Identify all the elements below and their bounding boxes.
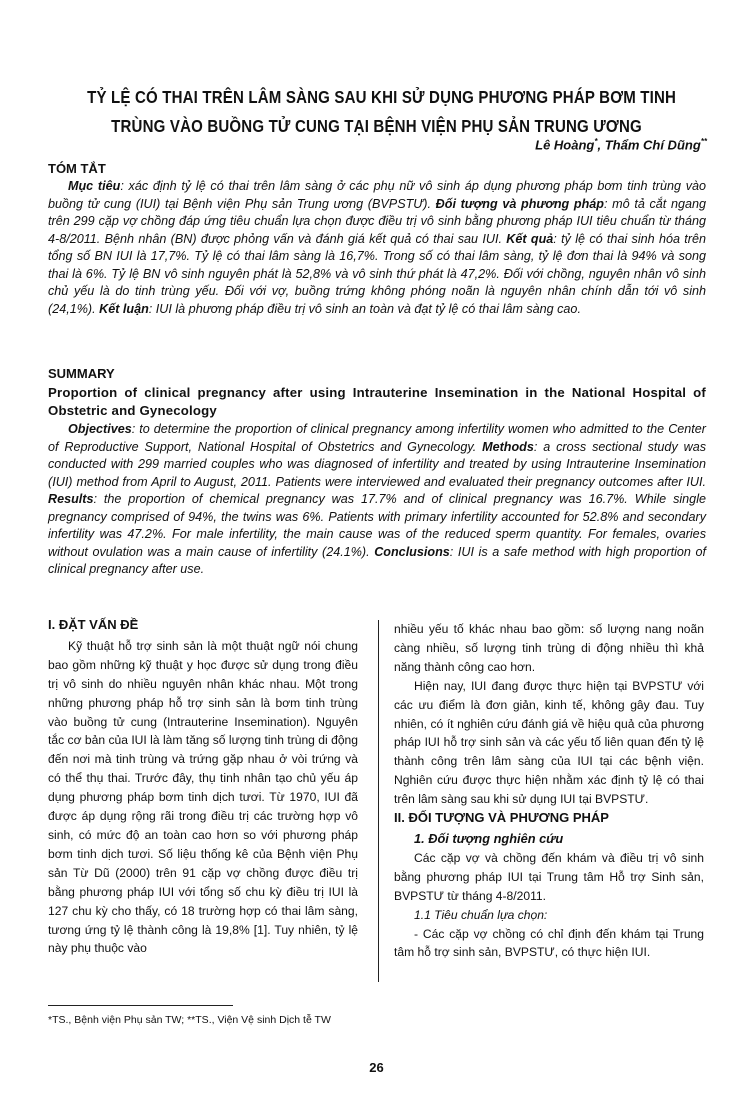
author-2-mark: ** [700,137,707,146]
title-line-2: TRÙNG VÀO BUỒNG TỬ CUNG TẠI BỆNH VIỆN PHỤ SẢN TRUNG ƯƠNG [111,116,642,136]
vn-objective-label: Mục tiêu [68,179,121,193]
vn-objective-text: : xác định tỷ lệ có thai trên lâm sàng ở các phụ nữ vô sinh áp dụng phương pháp bơm tinh trùng vào buồng tử cung (IUI) tại Bệnh viện Phụ sản Trung ương (BVPSTƯ). [48,179,707,211]
en-conclusion-text: : IUI is a safe method with high proportion of clinical pregnancy after use. [48,544,706,576]
en-results-text: : the proportion of chemical pregnancy was 17.7% and of clinical pregnancy was 16.7%. While single pregnancy comprised of 94%, the twins was 6%. Patients with primary infertility accounted for 52.8% and secondary infertility was 47.2%. For male infertility, the main cause was of the reduced sperm quantity. For females, ovaries without ovulation was a main cause of infertility (24.1%). [48,492,706,559]
en-objective-text: : to determine the proportion of clinical pregnancy among infertility women who admitted to the Center of Reproductive Support, National Hospital of Obstetrics and Gynecology. [48,422,706,454]
article-title [87,83,677,141]
author-1: Lê Hoàng [535,137,595,153]
author-separator: , [597,137,605,153]
section-2-criterion: - Các cặp vợ chồng có chỉ định đến khám tại Trung tâm hỗ trợ sinh sản, BVPSTƯ, có thực hiện IUI. [394,926,704,960]
vn-abstract-heading-block [48,160,706,178]
footnote-divider [48,1005,233,1006]
section-1-paragraph-2: Hiện nay, IUI đang được thực hiện tại BVPSTƯ với các ưu điểm là đơn giản, kinh tế, không gây đau. Tuy nhiên, có ít nghiên cứu đánh giá về hiệu quả của phương pháp IUI hỗ trợ sinh sản và các yếu tố liên quan đến tỷ lệ thành công trên lâm sàng của IUI tại các bệnh viện. Nghiên cứu được thực hiện nhằm xác định tỷ lệ có thai trên lâm sàng sau khi sử dụng IUI tại BVPSTƯ. [394,678,704,807]
summary-heading-block [48,365,706,383]
footnote: *TS., Bệnh viện Phụ sản TW; **TS., Viện Vệ sinh Dịch tễ TW [48,1014,331,1026]
author-1-mark: * [594,137,598,146]
vn-conclusion-label: Kết luận [99,301,149,316]
section-2-paragraph: Các cặp vợ và chồng đến khám và điều trị vô sinh bằng phương pháp IUI tại Trung tâm Hỗ trợ Sinh sản, BVPSTƯ từ tháng 4-8/2011. [394,850,704,903]
english-title: Proportion of clinical pregnancy after using Intrauterine Insemination in the National Hospital of Obstetric and Gynecology [48,385,706,418]
vn-conclusion-text: : IUI là phương pháp điều trị vô sinh an toàn và đạt tỷ lệ có thai lâm sàng cao. [148,301,581,316]
right-column [394,620,704,962]
section-2-heading: II. ĐỐI TƯỢNG VÀ PHƯƠNG PHÁP [394,810,609,826]
section-2-subsubheading: 1.1 Tiêu chuẩn lựa chọn: [414,907,548,922]
column-divider [378,620,379,982]
section-1-heading: I. ĐẶT VẤN ĐỀ [48,617,139,632]
author-line [535,137,707,152]
en-methods-text: : a cross sectional study was conducted with 299 married couples who was diagnosed of infertility and treated by using Intrauterine Insemination (IUI) method from April to August, 2011. Patients were interviewed and evaluated their pregnancy outcomes after IUI. [48,439,706,489]
english-abstract [48,421,706,579]
left-column [48,616,358,958]
section-2-subheading: 1. Đối tượng nghiên cứu [414,830,564,846]
en-conclusion-label: Conclusions [374,544,450,559]
title-line-1: TỶ LỆ CÓ THAI TRÊN LÂM SÀNG SAU KHI SỬ DỤNG PHƯƠNG PHÁP BƠM TINH [87,87,677,107]
english-title-block [48,384,706,420]
page-number: 26 [369,1060,384,1075]
section-1-paragraph-continued: nhiều yếu tố khác nhau bao gồm: số lượng nang noãn càng nhiều, số lượng tinh trùng di động nhiều thì khả năng thành công cao hơn. [394,622,704,674]
author-2: Thẩm Chí Dũng [604,137,701,153]
vn-abstract [48,178,706,318]
vn-results-text: : tỷ lệ có thai sinh hóa trên tổng số BN IUI là 17,7%. Tỷ lệ có thai lâm sàng là 16,7%. Trong số có thai lâm sàng, tỷ lệ đơn thai là 94% và song thai là 6%. Tỷ lệ BN vô sinh nguyên phát là 52,8% và vô sinh thứ phát là 47,2%. Đối với chồng, nguyên nhân vô sinh chủ yếu là do tinh trùng yếu. Đối với vợ, buồng trứng không phóng noãn là nguyên nhân chính dẫn tới vô sinh (24,1%). [48,231,706,316]
summary-heading: SUMMARY [48,366,115,381]
vn-results-label: Kết quả [506,231,554,246]
vn-abstract-heading: TÓM TẮT [48,161,106,176]
vn-methods-text: : mô tả cắt ngang trên 299 cặp vợ chồng đáp ứng tiêu chuẩn lựa chọn được điều trị vô sinh bằng phương pháp IUI tiêu chuẩn từ tháng 4-8/2011. Bệnh nhân (BN) được phỏng vấn và đánh giá kết quả có thai sau IUI. [48,196,706,246]
vn-abstract-text [48,178,706,318]
english-abstract-text [48,421,706,579]
en-methods-label: Methods [482,439,534,454]
en-results-label: Results [48,492,94,506]
vn-methods-label: Đối tượng và phương pháp [435,196,604,211]
en-objective-label: Objectives [68,422,132,436]
section-1-paragraph: Kỹ thuật hỗ trợ sinh sản là một thuật ngữ nói chung bao gồm những kỹ thuật y học được sử dụng trong điều trị vô sinh do nhiều nguyên nhân khác nhau. Một trong những phương pháp hỗ trợ sinh sản là bơm tinh trùng vào buồng tử cung (Intrauterine Insemination). Nguyên tắc cơ bản của IUI là làm tăng số lượng tinh trùng di động đến nơi mà tinh trùng và trứng gặp nhau ở vòi trứng và có thể thụ thai. Trước đây, thụ tinh nhân tạo chủ yếu áp dụng phương pháp bơm tinh dịch tươi. Từ 1970, IUI đã được áp dụng rộng rãi trong điều trị các trường hợp vô sinh, có mức độ an toàn cao hơn so với phương pháp bơm tinh dịch tươi. Số liệu thống kê của Bệnh viện Phụ sản Từ Dũ (2000) trên 91 cặp vợ chồng được điều trị bằng phương pháp IUI với tổng số chu kỳ điều trị IUI là 127 chu kỳ cho thấy, có 18 trường hợp có thai lâm sàng, tương ứng tỷ lệ thành công là 19,8% [1]. Tuy nhiên, tỷ lệ này phụ thuộc vào [48,638,358,956]
body-columns [48,616,706,991]
